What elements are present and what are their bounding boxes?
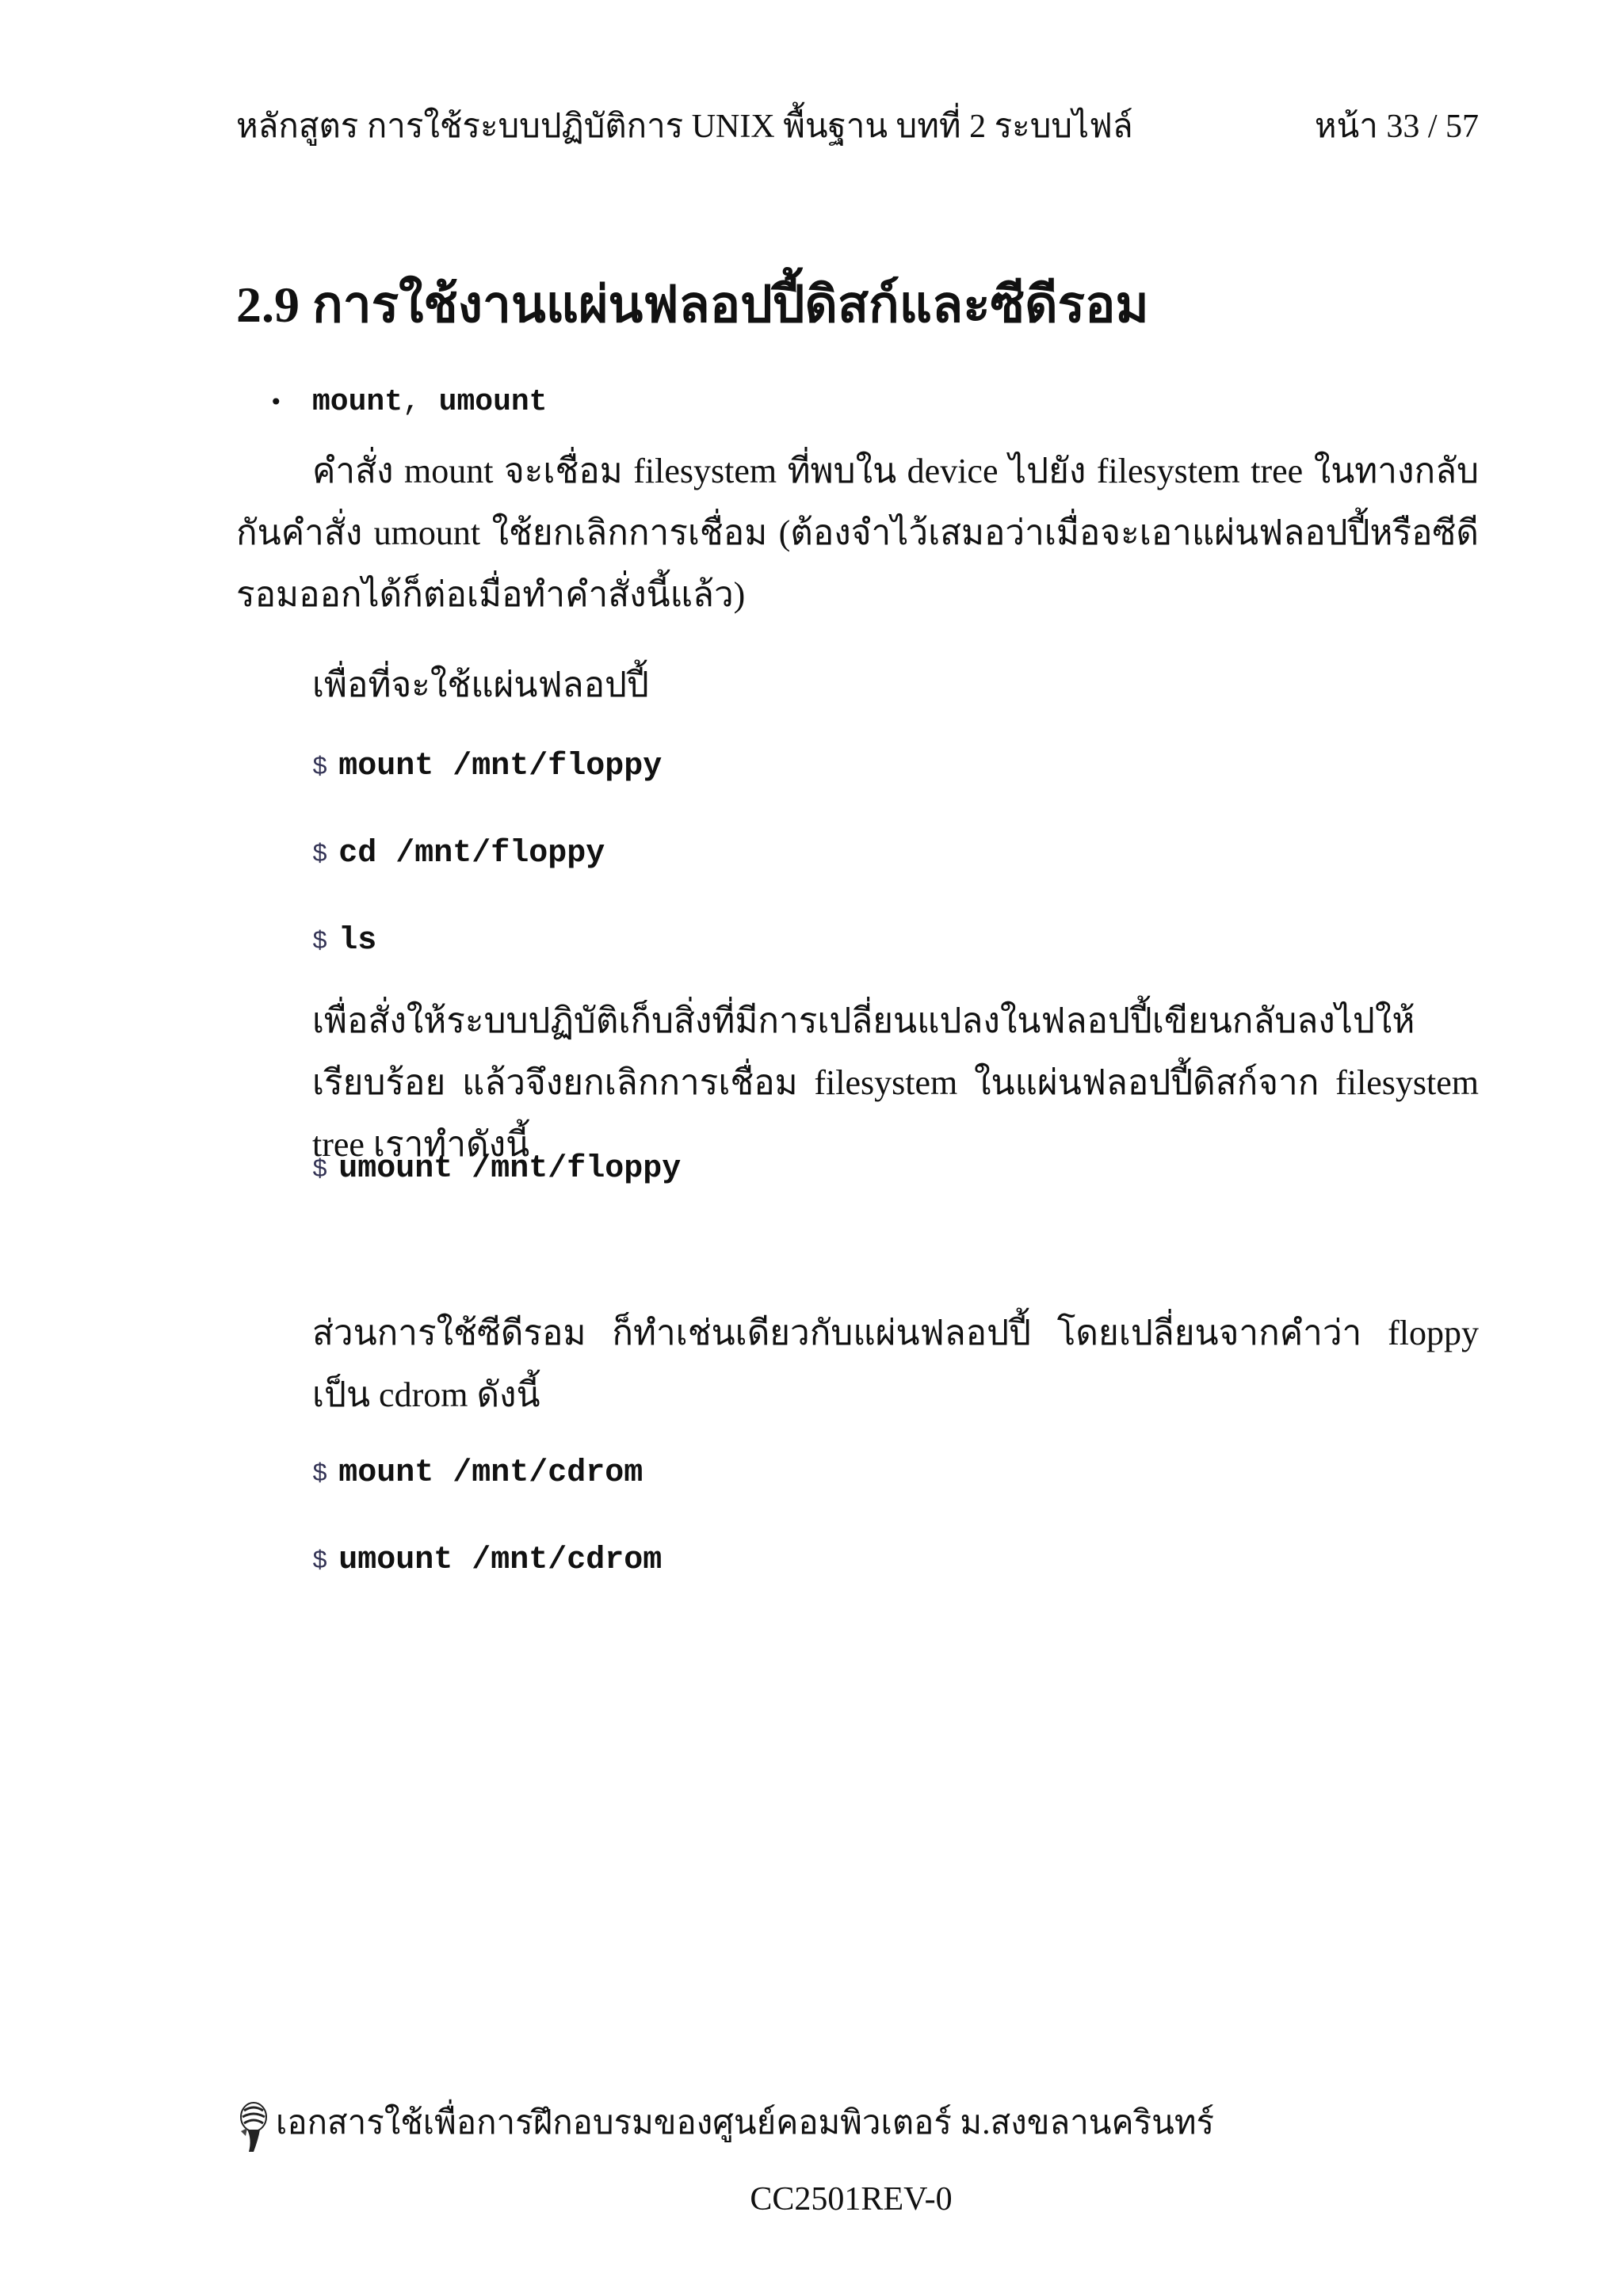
unmount-explain-paragraph: เพื่อสั่งให้ระบบปฏิบัติเก็บสิ่งที่มีการเปลี่ยนแปลงในฟลอปปี้เขียนกลับลงไปให้เรียบร้อย แล้วจึงยกเลิกการเชื่อม filesystem ในแผ่นฟลอปปี้ดิสก์จาก filesystem tree เราทำดังนี้: [312, 1001, 1479, 1164]
page-header: [236, 103, 1479, 151]
page-footer: [236, 2092, 1214, 2155]
command-bullet: [269, 379, 547, 426]
shell-prompt: $: [312, 840, 328, 869]
floppy-use-paragraph: เพื่อที่จะใช้แผ่นฟลอปปี้: [312, 666, 649, 704]
document-code: CC2501REV-0: [750, 2181, 953, 2218]
psu-seal-icon: [236, 2100, 271, 2155]
command-line-mount-floppy: [312, 743, 662, 791]
command-line-ls: [312, 917, 376, 966]
bullet-mark: •: [269, 389, 283, 415]
section-title: 2.9 การใช้งานแผ่นฟลอปปี้ดิสก์และซีดีรอม: [236, 277, 1149, 333]
cdrom-explain-paragraph: ส่วนการใช้ซีดีรอม ก็ทำเช่นเดียวกับแผ่นฟลอปปี้ โดยเปลี่ยนจากคำว่า floppy เป็น cdrom ดังนี้: [312, 1314, 1479, 1414]
command-text: cd /mnt/floppy: [338, 836, 605, 871]
command-line-umount-floppy: [312, 1146, 681, 1194]
command-text: umount /mnt/cdrom: [338, 1543, 663, 1578]
command-text: mount /mnt/floppy: [338, 749, 663, 784]
command-text: ls: [338, 923, 377, 959]
command-line-umount-cdrom: [312, 1537, 662, 1585]
shell-prompt: $: [312, 1459, 328, 1489]
intro-paragraph: คำสั่ง mount จะเชื่อม filesystem ที่พบใน device ไปยัง filesystem tree ในทางกลับกันคำสั่ง umount ใช้ยกเลิกการเชื่อม (ต้องจำไว้เสมอว่าเมื่อจะเอาแผ่นฟลอปปี้หรือซีดีรอมออกได้ก็ต่อเมื่อทำคำสั่งนี้แล้ว): [236, 452, 1479, 614]
command-line-cd-floppy: [312, 830, 605, 879]
shell-prompt: $: [312, 927, 328, 956]
bullet-separator: ,: [403, 385, 421, 419]
bullet-command-umount: umount: [438, 385, 548, 419]
bullet-command-mount: mount: [312, 385, 403, 419]
footer-organization: เอกสารใช้เพื่อการฝึกอบรมของศูนย์คอมพิวเตอร์ ม.สงขลานครินทร์: [276, 2105, 1215, 2142]
shell-prompt: $: [312, 753, 328, 782]
command-text: mount /mnt/cdrom: [338, 1455, 643, 1491]
page-number: หน้า 33 / 57: [1314, 109, 1479, 145]
command-line-mount-cdrom: [312, 1450, 643, 1498]
course-title: หลักสูตร การใช้ระบบปฏิบัติการ UNIX พื้นฐาน บทที่ 2 ระบบไฟล์: [236, 109, 1133, 145]
shell-prompt: $: [312, 1155, 328, 1184]
shell-prompt: $: [312, 1547, 328, 1576]
command-text: umount /mnt/floppy: [338, 1151, 682, 1187]
